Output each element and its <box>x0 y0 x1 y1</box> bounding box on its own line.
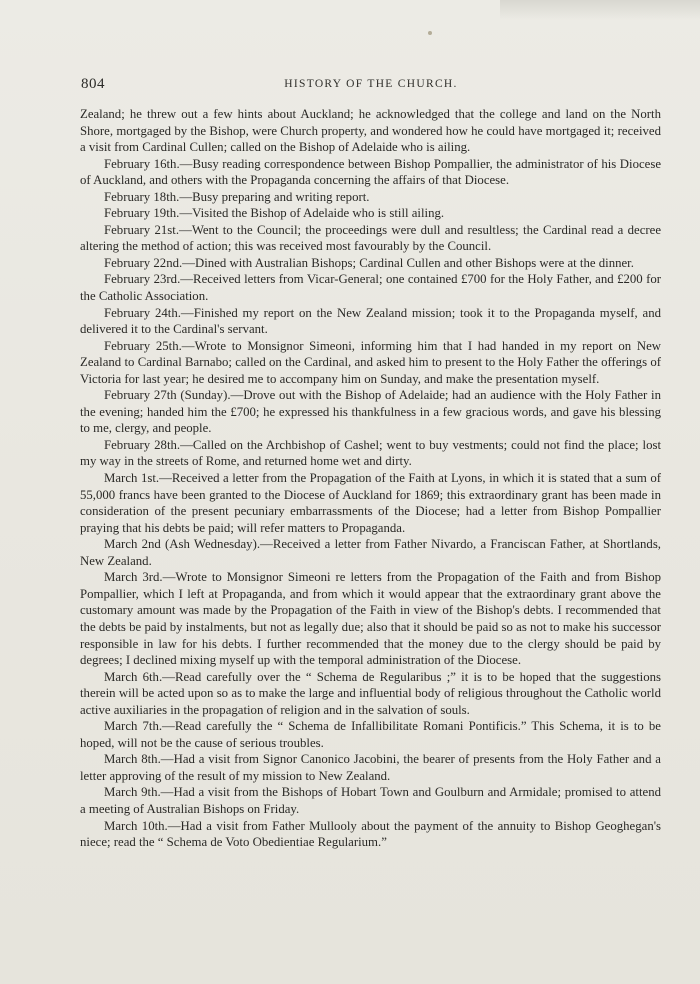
diary-entry-feb-16: February 16th.—Busy reading correspondence between Bishop Pompallier, the administrator of his Diocese of Auckland, and others with the Propaganda concerning the affairs of that Diocese. <box>80 156 661 188</box>
running-title: HISTORY OF THE CHURCH. <box>284 78 458 90</box>
diary-entry-mar-10: March 10th.—Had a visit from Father Mullooly about the payment of the annuity to Bishop Geoghegan's niece; read the “ Schema de Voto Obedientiae Regularium.” <box>80 818 661 850</box>
diary-entry-feb-27: February 27th (Sunday).—Drove out with the Bishop of Adelaide; had an audience with the Holy Father in the evening; handed him the £700; he expressed his thankfulness in a few gracious words, and gave his blessing to me, clergy, and people. <box>80 388 661 436</box>
page-header <box>81 76 661 96</box>
paper-speck <box>428 31 432 35</box>
diary-entry-mar-1: March 1st.—Received a letter from the Propagation of the Faith at Lyons, in which it is stated that a sum of 55,000 francs have been granted to the Diocese of Auckland for 1869; this extraordinary grant has been made in consideration of the present pecuniary embarrassments of the Diocese; had a letter from Bishop Pompallier praying that his debts be paid; will refer matters to Propaganda. <box>80 471 661 535</box>
diary-entry-feb-19: February 19th.—Visited the Bishop of Adelaide who is still ailing. <box>104 206 445 221</box>
diary-entry-mar-3: March 3rd.—Wrote to Monsignor Simeoni re letters from the Propagation of the Faith and from Bishop Pompallier, which I left at Propaganda, and from which it would appear that the extraordinary grant above the customary amount was made by the Propagation of the Faith in view of the Bishop's debts. I recommended that the debts be paid by instalments, but not as legally due; also that it should be paid so as not to make his successor responsible in law for his debts. I further recommended that the money due to the clergy should be paid by degrees; I declined mixing myself up with the temporal administration of the Diocese. <box>80 570 661 668</box>
body-text <box>80 106 661 851</box>
diary-entry-mar-6: March 6th.—Read carefully over the “ Schema de Regularibus ;” it is to be hoped that the suggestions therein will be acted upon so as to make the large and influential body of religious throughout the Catholic world active auxiliaries in the propagation of religion and in the salvation of souls. <box>80 669 661 717</box>
diary-entry-mar-8: March 8th.—Had a visit from Signor Canonico Jacobini, the bearer of presents from the Holy Father and a letter approving of the result of my mission to New Zealand. <box>80 752 661 783</box>
diary-entry-mar-9: March 9th.—Had a visit from the Bishops of Hobart Town and Goulburn and Armidale; promised to attend a meeting of Australian Bishops on Friday. <box>80 785 661 816</box>
page-edge-shadow <box>500 0 700 20</box>
diary-entry-feb-22: February 22nd.—Dined with Australian Bishops; Cardinal Cullen and other Bishops were at the dinner. <box>104 255 634 270</box>
diary-entry-feb-23: February 23rd.—Received letters from Vicar-General; one contained £700 for the Holy Father, and £200 for the Catholic Association. <box>80 272 661 304</box>
diary-entry-mar-7: March 7th.—Read carefully the “ Schema de Infallibilitate Romani Pontificis.” This Schema, it is to be hoped, will not be the cause of serious troubles. <box>80 719 661 750</box>
diary-entry-feb-25: February 25th.—Wrote to Monsignor Simeoni, informing him that I had handed in my report on New Zealand to Cardinal Barnabo; called on the Cardinal, and asked him to present to the Holy Father the offerings of Victoria for last year; he desired me to accompany him on Sunday, and make the presentation myself. <box>80 338 661 386</box>
page-number: 804 <box>81 76 105 92</box>
diary-entry-feb-21: February 21st.—Went to the Council; the proceedings were dull and resultless; the Cardinal read a decree altering the method of action; this was received most favourably by the Council. <box>80 222 661 254</box>
paragraph-continued: Zealand; he threw out a few hints about Auckland; he acknowledged that the college and land on the North Shore, mortgaged by the Bishop, were Church property, and wondered how he could have mortgaged it; received a visit from Cardinal Cullen; called on the Bishop of Adelaide who is ailing. <box>80 107 661 155</box>
diary-entry-feb-28: February 28th.—Called on the Archbishop of Cashel; went to buy vestments; could not find the place; lost my way in the streets of Rome, and returned home wet and dirty. <box>80 437 661 469</box>
diary-entry-mar-2: March 2nd (Ash Wednesday).—Received a letter from Father Nivardo, a Franciscan Father, at Shortlands, New Zealand. <box>80 537 661 568</box>
diary-entry-feb-18: February 18th.—Busy preparing and writing report. <box>104 189 370 204</box>
diary-entry-feb-24: February 24th.—Finished my report on the New Zealand mission; took it to the Propaganda myself, and delivered it to the Cardinal's servant. <box>80 305 661 337</box>
